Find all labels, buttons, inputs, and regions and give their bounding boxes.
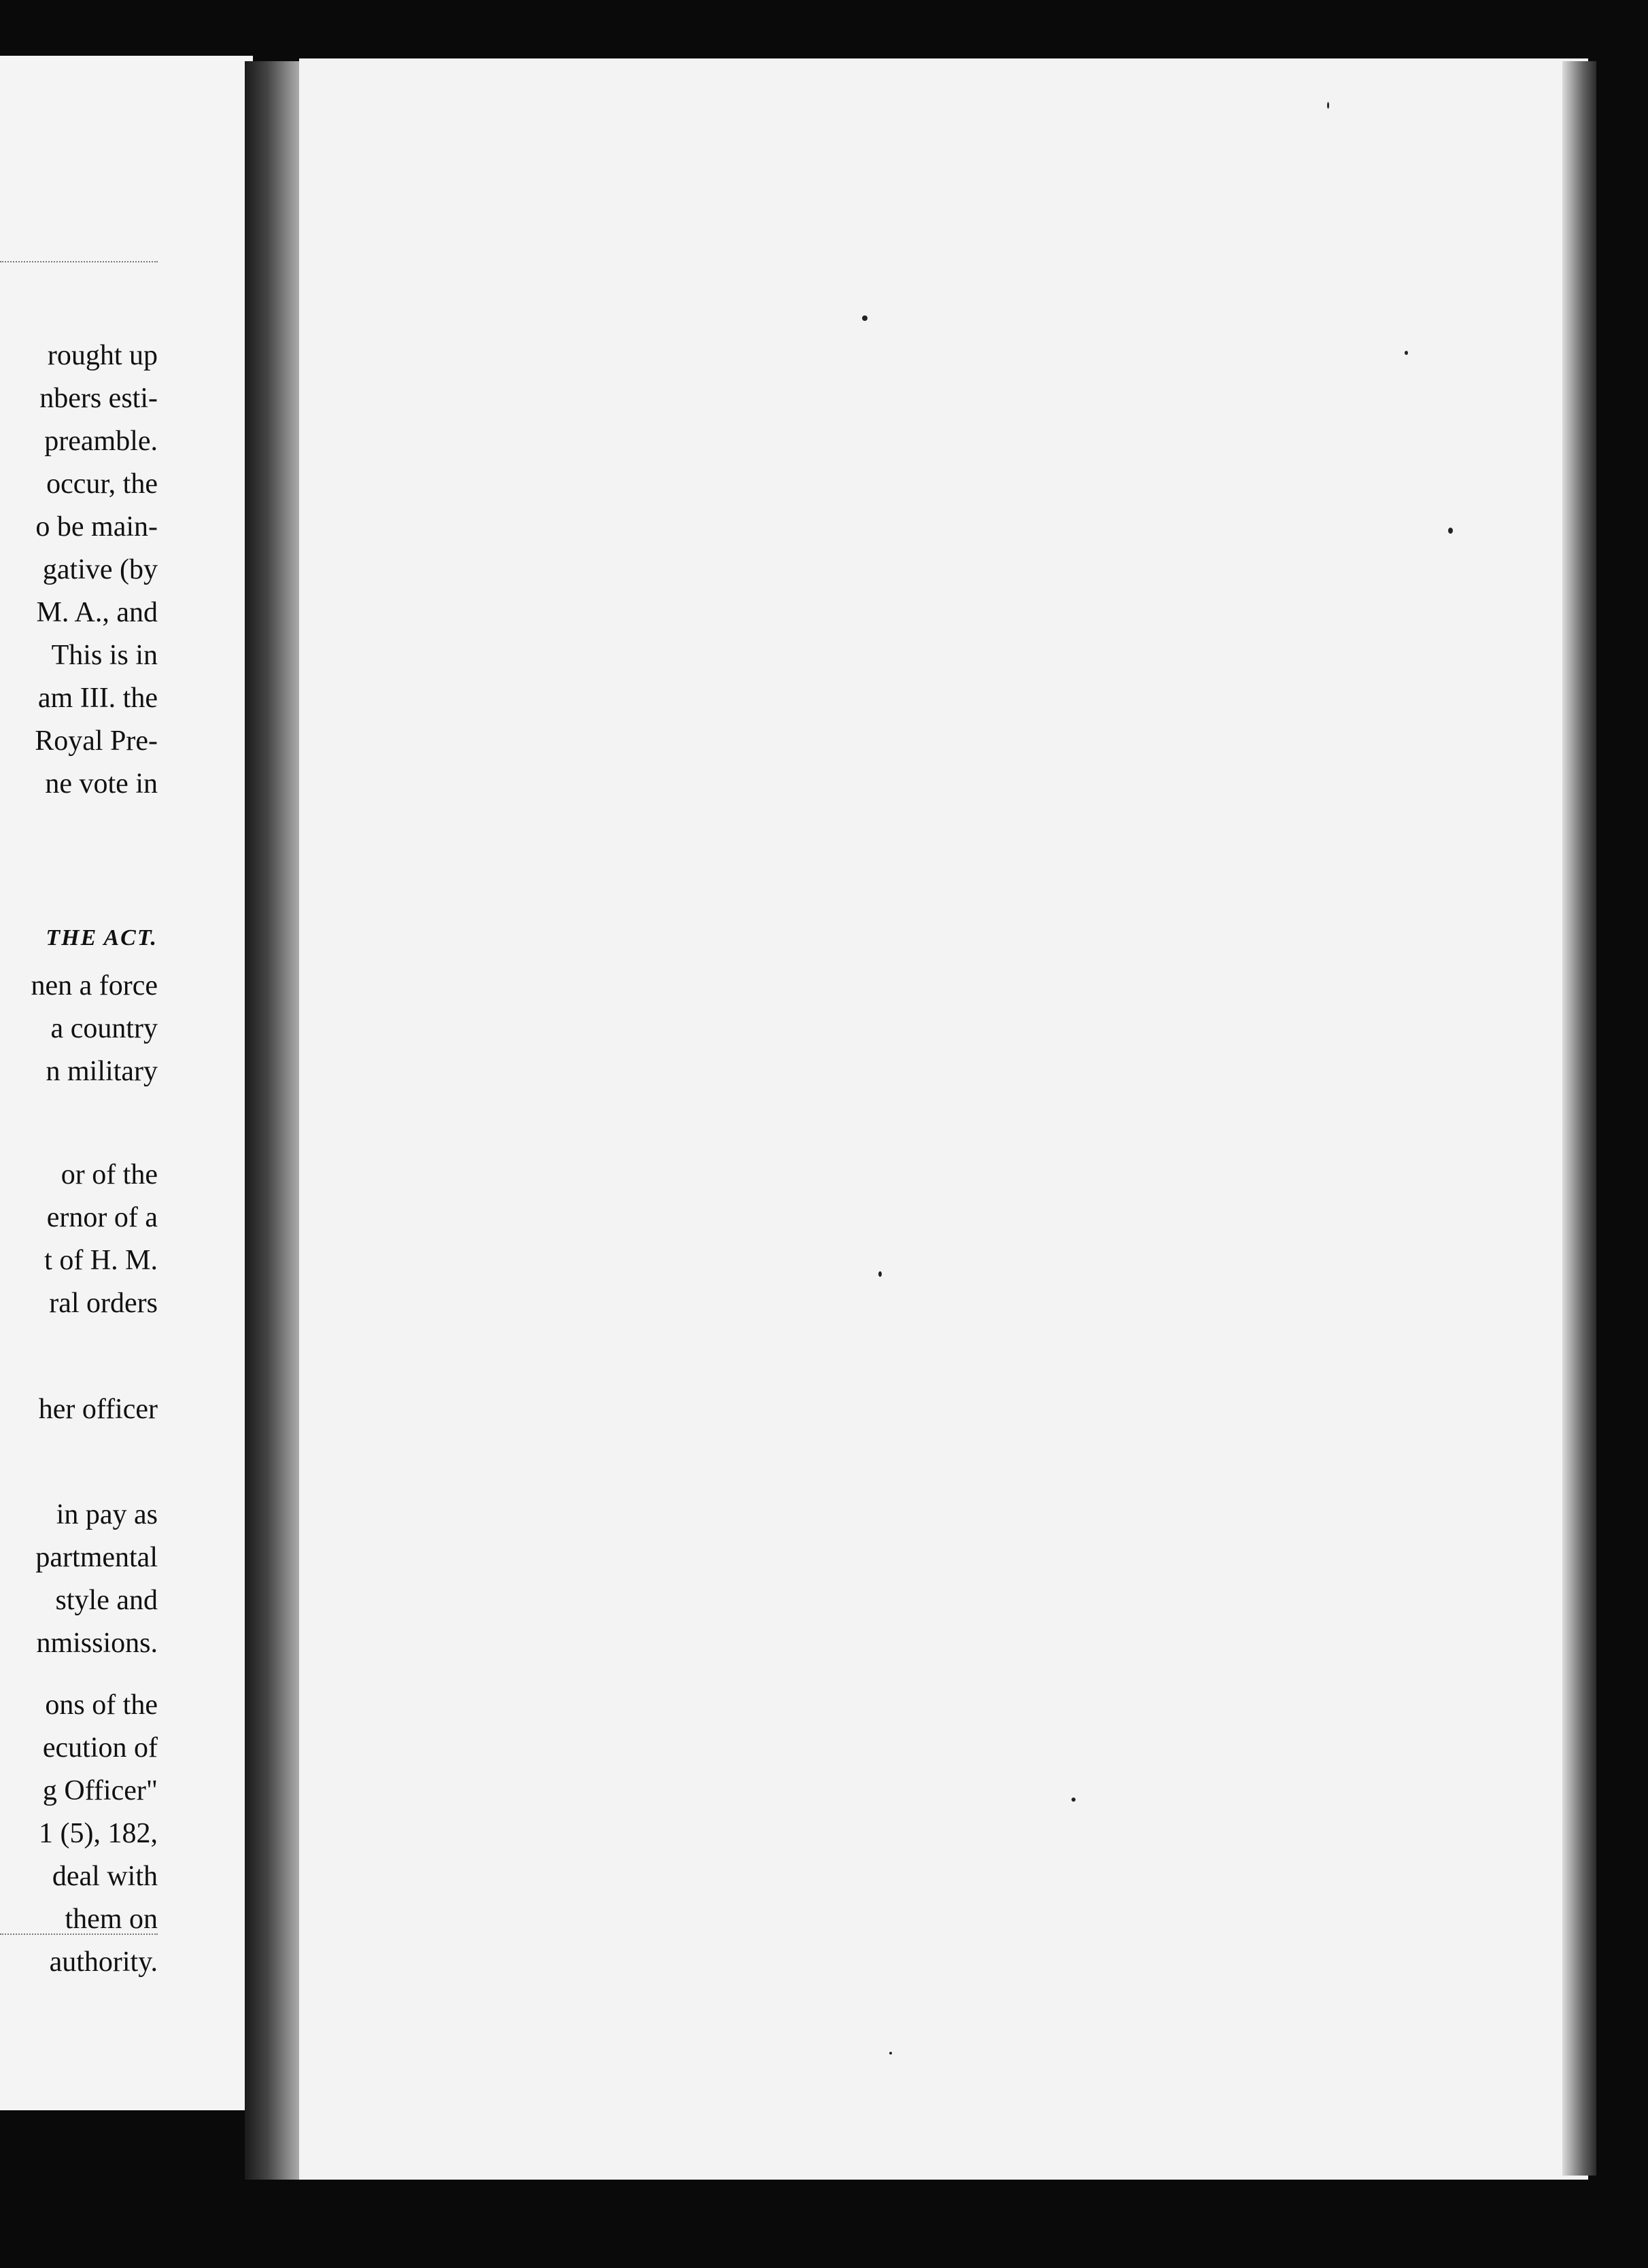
text-line: ernor of a	[46, 1202, 158, 1233]
right-page-blank	[299, 58, 1588, 2180]
text-line: n military	[46, 1056, 158, 1087]
text-line: am III. the	[37, 683, 158, 714]
right-page-edge-shadow	[1562, 61, 1596, 2176]
paper-speck	[1448, 528, 1453, 534]
text-line: Royal Pre-	[35, 725, 158, 757]
text-line: rought up	[47, 340, 158, 371]
text-line: preamble.	[44, 426, 158, 457]
text-block-6	[0, 1684, 158, 1984]
text-line: ons of the	[45, 1689, 158, 1721]
text-line: ne vote in	[45, 768, 158, 800]
bottom-rule	[0, 1934, 158, 1935]
text-line: This is in	[51, 640, 158, 671]
text-line: o be main-	[35, 511, 158, 543]
text-block-2	[0, 965, 158, 1093]
text-block-3	[0, 1154, 158, 1325]
text-block-1	[0, 334, 158, 806]
paper-speck	[1327, 102, 1329, 109]
paper-speck	[862, 315, 868, 321]
paper-speck	[878, 1271, 882, 1277]
text-line: partmental	[35, 1542, 158, 1573]
text-line: ecution of	[42, 1732, 158, 1764]
text-line: deal with	[52, 1861, 158, 1892]
text-line: her officer	[38, 1394, 158, 1425]
section-heading	[0, 916, 158, 959]
text-line: 1 (5), 182,	[39, 1818, 158, 1849]
text-line: nmissions.	[36, 1628, 158, 1659]
text-line: ral orders	[49, 1288, 158, 1319]
text-line: t of H. M.	[44, 1245, 158, 1276]
text-line: gative (by	[42, 554, 158, 585]
text-line: occur, the	[46, 468, 158, 500]
text-line: g Officer"	[42, 1775, 158, 1806]
heading-line: THE ACT.	[46, 925, 158, 950]
text-line: nen a force	[31, 970, 158, 1001]
text-block-4	[0, 1388, 158, 1431]
text-line: M. A., and	[36, 597, 158, 628]
text-line: nbers esti-	[39, 383, 158, 414]
paper-speck	[889, 2052, 892, 2055]
text-block-5	[0, 1494, 158, 1665]
text-line: authority.	[49, 1946, 158, 1978]
paper-speck	[1071, 1798, 1076, 1802]
text-line: them on	[65, 1904, 158, 1935]
text-line: a country	[50, 1013, 158, 1044]
text-line: or of the	[61, 1159, 158, 1190]
top-rule	[0, 261, 158, 262]
text-line: in pay as	[56, 1499, 158, 1530]
text-line: style and	[55, 1585, 158, 1616]
left-page	[0, 56, 253, 2110]
paper-speck	[1405, 351, 1408, 355]
